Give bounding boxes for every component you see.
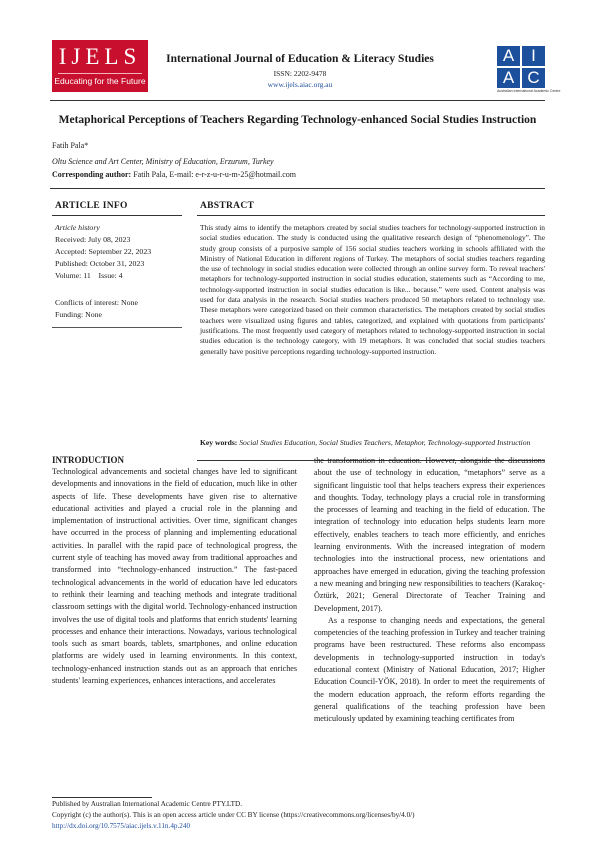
aiac-logo-tagline: Australian International Academic Centre: [497, 89, 561, 93]
article-info-divider: [52, 215, 182, 216]
paper-title: Metaphorical Perceptions of Teachers Regarding Technology-enhanced Social Studies Instruction: [58, 114, 537, 126]
funding: Funding: None: [55, 310, 102, 319]
keywords-value: Social Studies Education, Social Studies Teachers, Metaphor, Technology-supported Instruction: [237, 438, 531, 447]
conflicts-of-interest: Conflicts of interest: None: [55, 298, 138, 307]
aiac-letter-a1: A: [497, 46, 520, 66]
article-info-bottom-divider: [52, 327, 182, 328]
author-affiliation: Oltu Science and Art Center, Ministry of Education, Erzurum, Turkey: [52, 157, 274, 166]
paper-author: Fatih Pala*: [52, 141, 89, 150]
header-divider: [50, 100, 545, 101]
aiac-letter-a2: A: [497, 68, 520, 88]
ijels-logo-name: IJELS: [58, 44, 142, 69]
meta-divider: [50, 188, 545, 189]
accepted-date: Accepted: September 22, 2023: [55, 247, 152, 256]
journal-title: International Journal of Education & Literacy Studies: [166, 53, 434, 65]
corresponding-author-value: Fatih Pala, E-mail: e-r-z-u-r-u-m-25@hotmail.com: [131, 170, 296, 179]
article-info-heading: ARTICLE INFO: [55, 201, 128, 211]
aiac-letter-c: C: [522, 68, 545, 88]
paragraph: As a response to changing needs and expectations, the general competencies of the teaching profession in Turkey and teacher training programs have been restructured. These reforms also encompass developments in technology-supported instruction in today's educational context (Ministry of National Education, 2017; Higher Education Council-YÖK, 2018). In order to meet the requirements of the modern education approach, the reform efforts regarding the general qualifications of the teaching profession have been meticulously updated by examining teaching certificates from: [314, 615, 545, 724]
journal-issn: ISSN: 2202-9478: [273, 69, 327, 78]
corresponding-author-label: Corresponding author:: [52, 170, 132, 179]
abstract-heading: ABSTRACT: [200, 201, 255, 211]
publisher-note: Published by Australian International Academic Centre PTY.LTD.: [52, 800, 243, 808]
corresponding-author: [52, 170, 296, 179]
footer-divider: [52, 797, 152, 798]
abstract-body: This study aims to identify the metaphors created by social studies teachers for technology-supported instruction in social studies education. The study is conducted using the qualitative research design of “phenomenology”. The study group consists of a purposive sample of 156 social studies teachers working in schools affiliated with the Ministry of National Education in different regions of Turkey. The metaphors of social studies teachers regarding the use of technology in social studies education were collected through an online survey form. To reveal teachers' metaphors for technology-supported instruction in social studies education, statements such as “According to me, technology-supported instruction in social studies education is like... because.” were used. Content analysis was used for data analysis in the research. Social studies teachers produced 50 metaphors related to technology use. These metaphors were categorized based on their common characteristics. The metaphors created by social studies teachers were visualized using figures and tables, categorized, and explained with quotations from participants' justifications. The most frequently used category of metaphors related to technology-supported instruction in social studies education is the technology category, with 19 metaphors. It was concluded that social studies teachers generally have positive perceptions regarding technology-supported instruction.: [200, 223, 545, 356]
ijels-logo-divider: [58, 73, 142, 74]
abstract-divider: [197, 215, 545, 216]
doi-link[interactable]: http://dx.doi.org/10.7575/aiac.ijels.v.11n.4p.240: [52, 822, 191, 830]
paragraph: Technological advancements and societal changes have led to significant developments and innovations in the field of education, much like in other aspects of life. These developments have given rise to alternative educational activities and played a crucial role in the planning and implementation of instructional activities. Over time, significant changes have occurred in the process of planning and implementing educational activities. In parallel with the rapid pace of technological progress, the current style of teaching has moved away from traditional approaches and transformed into “technology-enhanced instruction.” The fast-paced technological advancements in the world of education have led educators to rethink their learning and teaching methods and integrate traditional classroom settings with the digital world. Technology-enhanced instruction involves the use of digital tools and platforms that enrich students' learning processes and enhance their interactions. Nowadays, various technological tools such as smart boards, tablets, smartphones, and online education platforms are widely used in learning environments. In this context, technology-enhanced instruction stands out as an approach that enriches students' learning experiences, enhances interactions, and accelerates: [52, 467, 297, 686]
aiac-letter-i: I: [522, 46, 545, 66]
copyright-note: Copyright (c) the author(s). This is an open access article under CC BY license (https://creativecommons.org/licenses/by/4.0/): [52, 811, 415, 819]
paragraph: the transformation in education. However, alongside the discussions about the use of technology in education, “metaphors” serve as a significant linguistic tool that helps teachers express their experiences and thoughts. Today, technology plays a crucial role in transforming the processes of learning and teaching in the field of education. The integration of technology into education helps students learn more effectively, enables teachers to teach more efficiently, and enriches learning environments. With the increased integration of modern technologies into the instructional process, new orientations and approaches have emerged in education, giving the teaching profession a new meaning and bringing new responsibilities to teachers (Karakoç-Öztürk, 2021; General Directorate of Teacher Training and Development, 2017).: [314, 456, 545, 613]
volume-issue: Volume: 11 Issue: 4: [55, 271, 123, 280]
received-date: Received: July 08, 2023: [55, 235, 131, 244]
introduction-right-column: [314, 455, 545, 726]
keywords: [200, 437, 545, 449]
introduction-heading: INTRODUCTION: [52, 455, 125, 465]
aiac-logo: [497, 46, 561, 94]
keywords-label: Key words:: [200, 438, 238, 447]
ijels-logo-tagline: Educating for the Future: [54, 76, 146, 86]
introduction-left-column: [52, 466, 297, 687]
ijels-logo: [52, 40, 148, 92]
article-history-label: Article history: [55, 223, 100, 232]
journal-url[interactable]: www.ijels.aiac.org.au: [267, 80, 333, 89]
published-date: Published: October 31, 2023: [55, 259, 145, 268]
